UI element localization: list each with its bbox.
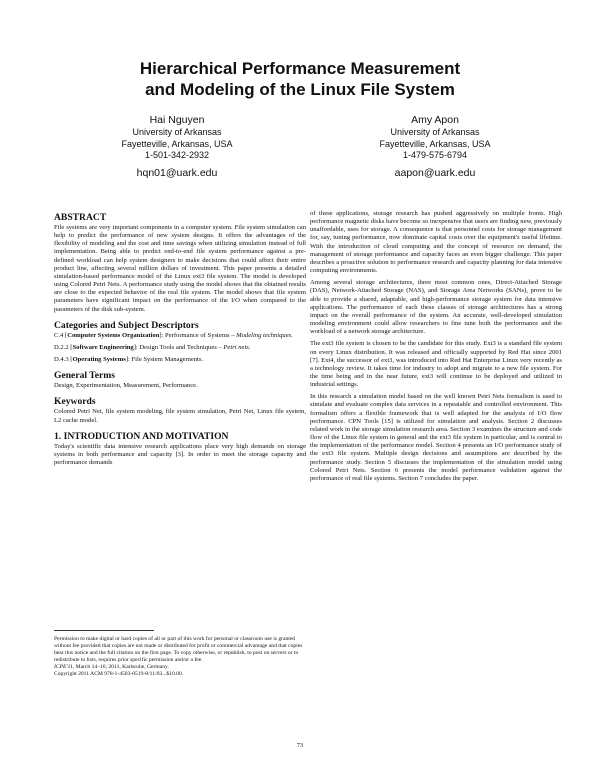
copyright-line: Copyright 2011 ACM 978-1-4503-0519-8/11/03...$10.00. (54, 670, 184, 677)
author-affiliation: University of Arkansas (132, 127, 222, 137)
author-name: Hai Nguyen (149, 114, 205, 126)
keywords-heading: Keywords (54, 396, 96, 408)
author-block-2 (335, 114, 535, 179)
venue-line: ICPE'11, March 14–16, 2011, Karlsruhe, Germany. (54, 663, 169, 670)
category-item: D.4.3 [Operating Systems]: File System Managements. (54, 356, 204, 364)
author-affiliation: University of Arkansas (390, 127, 480, 137)
title-line-2: and Modeling of the Linux File System (145, 80, 455, 99)
keywords-text: Colored Petri Net, file system modeling, file system simulation, Petri Net, Linux file system, L2 cache model. (54, 408, 306, 424)
intro-text: Today's scientific data intensive research applications place very high demands on storage systems in both performance and capacity [3]. In order to meet the storage capacity and performance demands (54, 442, 306, 466)
title-line-1: Hierarchical Performance Measurement (139, 59, 461, 78)
body-paragraph: Among several storage architectures, three most common ones, Direct-Attached Storage (DAS), Network-Attached Storage (NAS), and Storage Area Networks (SANs), prove to be able to provide a shared, adaptable, and high-performance storage system for data intensive applications. The performance of each these classes of storage architectures has a strong impact on the overall performance of the system. An accurate, well-developed simulation modeling environment could allow researchers to fine tune both the performance and the workload of a network storage architecture. (310, 279, 562, 336)
permission-text: Permission to make digital or hard copies of all or part of this work for personal or classroom use is granted without fee provided that copies are not made or distributed for profit or commercial advantage and that copies bear this notice and the full citation on the first page. To copy otherwise, or republish, to post on servers or to redistribute to lists, requires prior specific permission and/or a fee. (54, 636, 303, 663)
intro-heading: 1. INTRODUCTION AND MOTIVATION (54, 430, 229, 442)
footnote-divider (54, 630, 154, 631)
body-paragraph: The ext3 file system is chosen to be the candidate for this study. Ext3 is a standard file system on every Linux distribution. It was released and officially supported by Red Hat since 2001 [7]. Ext4, the successor of ext3, was introduced into Red Hat Enterprise Linux very recently as a technology review. It takes time for industry to adopt and migrate to a new file system. For the time being and in the near future, ext3 will continue to be deployed and utilized in industrial settings. (310, 340, 562, 389)
abstract-heading: ABSTRACT (54, 212, 107, 223)
author-email[interactable]: aapon@uark.edu (394, 166, 476, 179)
author-phone: 1-501-342-2932 (144, 150, 210, 160)
category-item: D.2.2 [Software Engineering]: Design Tools and Techniques – Petri nets. (54, 343, 251, 351)
abstract-text: File systems are very important components in a computer system. File system simulation can help to predict the performance of new system designs. It offers the advantages of the flexibility of modeling and the cost and time savings when utilizing simulation instead of full implementation. Being able to predict end-to-end file system performance against a pre-defined workload can help system designers to make decisions that could affect their entire product line, affecting several million dollars of investment. This paper presents a detailed simulation-based performance model of the Linux ext3 file system. The model is developed using Colored Petri Nets. A performance study using the model shows that the obtained results are close to the expected behavior of the real file system. The model shows that file system parameters have significant impact on the performance of the I/O when compared to the parameters of the disk sub-system. (54, 224, 306, 313)
body-paragraph: of these applications, storage research has pushed aggressively on multiple fronts. High performance magnetic disks have become so inexpensive that users are finding new, previously unaffordable, uses for storage. A consequence is that personnel costs for storage management for, say, tuning performance, now dominate capital costs over the equipment's useful lifetime. With the introduction of cloud computing and the concept of resource on demand, the management of storage performance and capacity faces an even bigger challenge. This paper describes a proactive solution to performance research and capacity planning for data intensive computing environments. (310, 210, 562, 275)
author-location: Fayetteville, Arkansas, USA (379, 138, 491, 149)
category-item: C.4 [Computer Systems Organization]: Performance of Systems – Modeling techniques. (54, 331, 293, 339)
author-block-1 (77, 114, 277, 179)
general-terms-text: Design, Experimentation, Measurement, Performance. (54, 382, 198, 390)
page-number: 73 (296, 742, 304, 749)
categories-heading: Categories and Subject Descriptors (54, 319, 199, 331)
right-column (310, 210, 562, 483)
author-name: Amy Apon (411, 114, 459, 126)
left-column (54, 210, 306, 467)
general-terms-heading: General Terms (54, 370, 116, 382)
paper-title (30, 58, 570, 100)
author-phone: 1-479-575-6794 (402, 150, 468, 160)
body-paragraph: In this research a simulation model based on the well known Petri Nets formalism is used to simulate and evaluate complex data services in a repeatable and controlled environment. This formalism offers a flexible framework that is well adapted for the analysis of I/O flow performance. CPN Tools [15] is utilized for simulation and analysis. Section 2 discusses related work in the storage simulation research area. Section 3 examines the structure and code flow of the Linux file system in general and the ext3 file system in particular, and is central to the implementation of the performance model. Section 4 presents an I/O performance study of the ext3 file system. Multiple design decisions and assumptions are described by the performance study. Section 5 discusses the implementation of the simulation model using Colored Petri Nets. Section 6 presents the model performance validation against the performance of real file systems. Section 7 concludes the paper. (310, 393, 562, 482)
author-email[interactable]: hqn01@uark.edu (136, 166, 218, 179)
author-location: Fayetteville, Arkansas, USA (121, 138, 233, 149)
permission-notice (54, 630, 306, 677)
